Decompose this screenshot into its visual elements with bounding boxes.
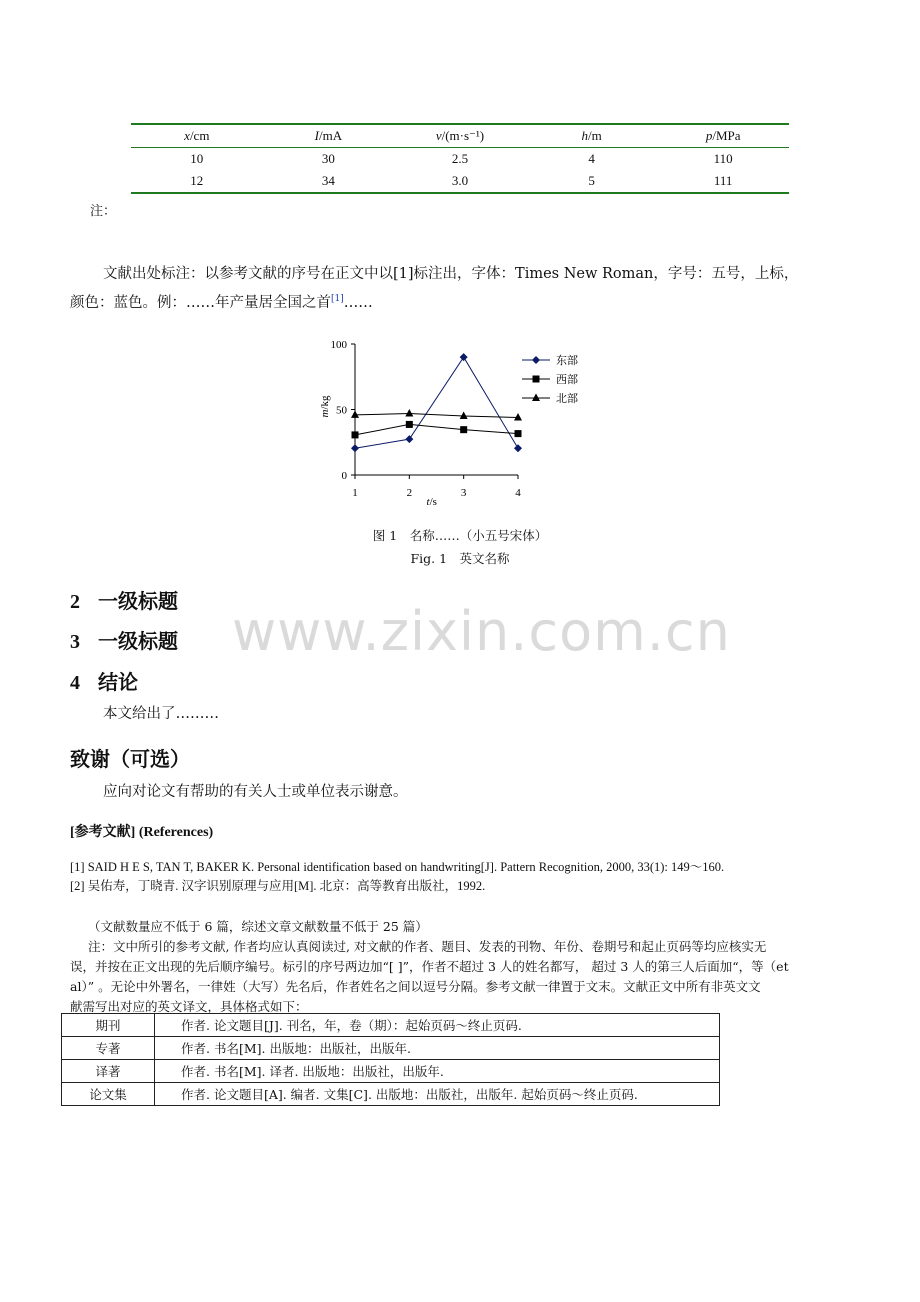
heading-3: 3 一级标题 <box>70 629 178 653</box>
x-axis-label: t/s <box>426 496 437 508</box>
heading-2: 2 一级标题 <box>70 589 178 613</box>
table-header-row <box>131 125 789 147</box>
table-header-cell: h/m <box>581 128 602 143</box>
table-header-cell: x/cm <box>184 128 210 143</box>
data-table <box>131 123 789 194</box>
reference-count-note: （文献数量应不低于 6 篇，综述文章文献数量不低于 25 篇） <box>88 919 428 934</box>
figure-caption-en: Fig. 1 英文名称 <box>410 551 510 566</box>
note-line: 误，并按在正文出现的先后顺序编号。标引的序号两边加“[ ]”，作者不超过 3 人的姓名都写， 超过 3 人的第三人后面加“，等（et <box>70 959 789 974</box>
legend-marker <box>532 356 540 364</box>
table-row <box>131 148 789 170</box>
chart-legend <box>522 354 578 405</box>
x-tick-label: 3 <box>460 487 467 499</box>
series-line <box>355 424 518 434</box>
legend-label: 北部 <box>556 392 578 405</box>
reference-format-table <box>61 1013 720 1106</box>
citation-paragraph <box>70 262 870 316</box>
data-point <box>514 413 522 421</box>
chart-axes <box>351 344 518 479</box>
note-line: 注：文中所引的参考文献, 作者均应认真阅读过, 对文献的作者、题目、发表的刊物、年份、卷期号和起止页码等均应核实无 <box>88 939 767 954</box>
data-point <box>351 444 359 452</box>
y-axis-label: m/kg <box>319 395 331 418</box>
note-line: al）” 。无论中外署名，一律姓（大写）先名后，作者姓名之间以逗号分隔。参考文献一律置于文末。文献正文中所有非英文文 <box>70 979 761 994</box>
chart-markers <box>351 353 522 452</box>
series-line <box>355 414 518 418</box>
format-type: 专著 <box>62 1037 155 1060</box>
data-point <box>460 426 467 433</box>
format-type: 论文集 <box>62 1083 155 1106</box>
table-row <box>131 170 789 192</box>
chart-series-lines <box>355 357 518 448</box>
table-row <box>62 1083 720 1106</box>
series-line <box>355 357 518 448</box>
ack-text: 应向对论文有帮助的有关人士或单位表示谢意。 <box>103 784 408 800</box>
table-cell: 10 <box>190 151 204 166</box>
table-cell: 30 <box>321 151 335 166</box>
table-bottom-rule <box>131 192 789 194</box>
table-note: 注： <box>90 204 117 219</box>
references-title: [参考文献] (References) <box>70 825 214 840</box>
table-cell: 110 <box>713 151 733 166</box>
table-row <box>62 1037 720 1060</box>
heading-conclusion: 4 结论 <box>70 670 138 694</box>
table-cell: 34 <box>321 173 335 188</box>
data-point <box>405 409 413 417</box>
reference-rules-note <box>70 937 860 1017</box>
legend-marker <box>533 376 540 383</box>
y-tick-label: 100 <box>330 339 347 351</box>
format-spec: 作者. 书名[M]. 译者. 出版地：出版社，出版年. <box>155 1060 720 1083</box>
format-type: 译著 <box>62 1060 155 1083</box>
ack-title: 致谢（可选） <box>70 747 190 771</box>
legend-label: 东部 <box>556 354 578 367</box>
legend-label: 西部 <box>556 373 578 386</box>
format-type: 期刊 <box>62 1014 155 1037</box>
watermark: www.zixin.com.cn <box>232 600 731 663</box>
y-tick-label: 50 <box>336 404 347 417</box>
data-point <box>460 353 468 361</box>
reference-item: [2] 吴佑寿，丁晓青. 汉字识别原理与应用[M]. 北京：高等教育出版社，1992. <box>70 879 486 893</box>
table-header-cell: p/MPa <box>705 128 741 143</box>
citation-line-1: 文献出处标注：以参考文献的序号在正文中以[1]标注出，字体：Times New Roman，字号：五号，上标， <box>103 266 799 282</box>
citation-line-2: 颜色：蓝色。例：……年产量居全国之首[1]…… <box>70 294 373 311</box>
x-tick-label: 2 <box>406 487 413 499</box>
citation-superscript: [1] <box>331 294 344 304</box>
table-row <box>62 1014 720 1037</box>
data-point <box>352 431 359 438</box>
x-tick-label: 1 <box>352 487 358 499</box>
x-tick-label: 4 <box>515 487 521 499</box>
table-cell: 12 <box>190 173 204 188</box>
table-cell: 4 <box>588 151 595 166</box>
table-row <box>62 1060 720 1083</box>
line-chart <box>300 330 630 515</box>
reference-list <box>70 858 724 896</box>
format-spec: 作者. 论文题目[J]. 刊名，年，卷（期）：起始页码～终止页码. <box>155 1014 720 1037</box>
table-header-cell: I/mA <box>314 128 343 143</box>
data-point <box>406 421 413 428</box>
table-cell: 111 <box>713 173 733 188</box>
table-cell: 5 <box>588 173 595 188</box>
table-header-cell: v/(m·s⁻¹) <box>435 128 485 143</box>
data-point <box>460 412 468 420</box>
data-point <box>514 444 522 452</box>
data-point <box>351 410 359 418</box>
table-cell: 2.5 <box>451 151 469 166</box>
y-tick-label: 0 <box>341 470 347 482</box>
format-spec: 作者. 论文题目[A]. 编者. 文集[C]. 出版地：出版社，出版年. 起始页码～终止页码. <box>155 1083 720 1106</box>
data-point <box>515 430 522 437</box>
conclusion-text: 本文给出了……… <box>103 706 219 722</box>
reference-item: [1] SAID H E S, TAN T, BAKER K. Personal identification based on handwriting[J]. Pattern Recognition, 2000, 33(1): 149～160. <box>70 860 725 874</box>
figure-caption-cn: 图 1 名称……（小五号宋体） <box>372 528 548 543</box>
format-spec: 作者. 书名[M]. 出版地：出版社，出版年. <box>155 1037 720 1060</box>
legend-marker <box>532 394 540 402</box>
data-point <box>405 435 413 443</box>
note-line: 献需写出对应的英文译文，具体格式如下： <box>70 999 308 1014</box>
table-cell: 3.0 <box>451 173 469 188</box>
